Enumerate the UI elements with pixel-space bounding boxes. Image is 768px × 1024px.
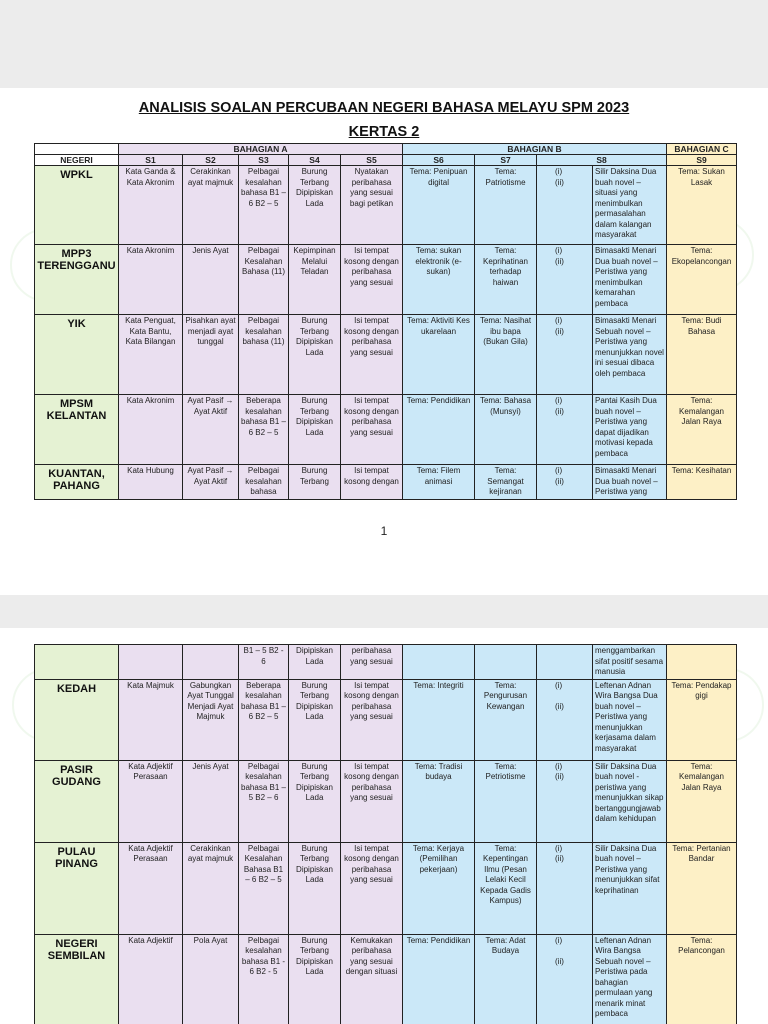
s6-cell: Tema: Filem animasi — [403, 465, 475, 500]
header-col-s6: S6 — [403, 155, 475, 166]
s5-cell: Isi tempat kosong dengan peribahasa yang sesuai — [341, 315, 403, 395]
s9-cell: Tema: Kesihatan — [667, 465, 737, 500]
s5-cell: Kemukakan peribahasa yang sesuai dengan situasi — [341, 934, 403, 1024]
s1-cell: Kata Adjektif — [119, 934, 183, 1024]
s3-cell: B1 – 5 B2 - 6 — [239, 645, 289, 680]
s1-cell: Kata Akronim — [119, 395, 183, 465]
s2-cell: Jenis Ayat — [183, 760, 239, 842]
s1-cell: Kata Akronim — [119, 245, 183, 315]
header-col-s9: S9 — [667, 155, 737, 166]
table-row — [35, 934, 737, 1024]
s7-cell: Tema: Kepentingan Ilmu (Pesan Lelaki Kecil Kepada Gadis Kampus) — [475, 842, 537, 934]
s9-cell: Tema: Pertanian Bandar — [667, 842, 737, 934]
s5-cell: Isi tempat kosong dengan peribahasa yang sesuai — [341, 245, 403, 315]
s8-roman-cell: (i) (ii) — [537, 315, 593, 395]
s2-cell: Gabungkan Ayat Tunggal Menjadi Ayat Majmuk — [183, 679, 239, 760]
header-spacer — [35, 144, 119, 155]
s1-cell: Kata Penguat, Kata Bantu, Kata Bilangan — [119, 315, 183, 395]
header-bahagian-c: BAHAGIAN C — [667, 144, 737, 155]
s6-cell: Tema: Aktiviti Kes ukarelaan — [403, 315, 475, 395]
table-row — [35, 315, 737, 395]
s6-cell: Tema: Integriti — [403, 679, 475, 760]
s8-cell: Silir Daksina Dua buah novel - peristiwa yang menunjukkan sikap bertanggungjawab dalam kehidupan — [593, 760, 667, 842]
s5-cell: Nyatakan peribahasa yang sesuai bagi petikan — [341, 166, 403, 245]
s3-cell: Pelbagai kesalahan bahasa B1 – 6 B2 – 5 — [239, 166, 289, 245]
table-row — [35, 842, 737, 934]
s3-cell: Beberapa kesalahan bahasa B1 – 6 B2 – 5 — [239, 679, 289, 760]
s9-cell — [667, 645, 737, 680]
s8-cell: Leftenan Adnan Wira Bangsa Dua buah novel – Peristiwa yang menunjukkan kerjasama dalam masyarakat — [593, 679, 667, 760]
table-row — [35, 395, 737, 465]
negeri-cell: PASIR GUDANG — [35, 760, 119, 842]
s5-cell: Isi tempat kosong dengan peribahasa yang sesuai — [341, 395, 403, 465]
document-page-2 — [0, 628, 768, 1024]
s3-cell: Pelbagai kesalahan bahasa B1 - 6 B2 - 5 — [239, 934, 289, 1024]
s4-cell: Burung Terbang Dipipiskan Lada — [289, 315, 341, 395]
table-row — [35, 465, 737, 500]
header-col-negeri: NEGERI — [35, 155, 119, 166]
s4-cell: Burung Terbang Dipipiskan Lada — [289, 934, 341, 1024]
s8-cell: Silir Daksina Dua buah novel – Peristiwa yang menunjukkan sifat keprihatinan — [593, 842, 667, 934]
s3-cell: Pelbagai kesalahan bahasa — [239, 465, 289, 500]
negeri-cell: MPP3 TERENGGANU — [35, 245, 119, 315]
s2-cell: Pola Ayat — [183, 934, 239, 1024]
s9-cell: Tema: Pendakap gigi — [667, 679, 737, 760]
page-number: 1 — [380, 524, 388, 538]
document-page-1 — [0, 88, 768, 595]
s3-cell: Pelbagai Kesalahan Bahasa (11) — [239, 245, 289, 315]
s8-roman-cell: (i) (ii) — [537, 934, 593, 1024]
table-row — [35, 245, 737, 315]
s5-cell: Isi tempat kosong dengan peribahasa yang sesuai — [341, 842, 403, 934]
s9-cell: Tema: Budi Bahasa — [667, 315, 737, 395]
s7-cell: Tema: Adat Budaya — [475, 934, 537, 1024]
document-subtitle: KERTAS 2 — [348, 124, 420, 140]
s7-cell: Tema: Nasihat ibu bapa (Bukan Gila) — [475, 315, 537, 395]
header-col-s4: S4 — [289, 155, 341, 166]
negeri-cell: NEGERI SEMBILAN — [35, 934, 119, 1024]
s4-cell: Burung Terbang — [289, 465, 341, 500]
s7-cell: Tema: Pengurusan Kewangan — [475, 679, 537, 760]
s9-cell: Tema: Ekopelancongan — [667, 245, 737, 315]
s6-cell: Tema: Pendidikan — [403, 934, 475, 1024]
s3-cell: Pelbagai kesalahan bahasa (11) — [239, 315, 289, 395]
s8-cell: Bimasakti Menari Dua buah novel – Peristiwa yang menimbulkan kemarahan pembaca — [593, 245, 667, 315]
s9-cell: Tema: Kemalangan Jalan Raya — [667, 395, 737, 465]
s6-cell: Tema: Tradisi budaya — [403, 760, 475, 842]
header-bahagian-b: BAHAGIAN B — [403, 144, 667, 155]
header-row-sections — [35, 144, 737, 155]
s5-cell: peribahasa yang sesuai — [341, 645, 403, 680]
table-row — [35, 679, 737, 760]
header-col-s8: S8 — [537, 155, 667, 166]
s3-cell: Beberapa kesalahan bahasa B1 – 6 B2 – 5 — [239, 395, 289, 465]
s4-cell: Burung Terbang Dipipiskan Lada — [289, 395, 341, 465]
s5-cell: Isi tempat kosong dengan — [341, 465, 403, 500]
negeri-cell: YIK — [35, 315, 119, 395]
s6-cell: Tema: sukan elektronik (e-sukan) — [403, 245, 475, 315]
s1-cell — [119, 645, 183, 680]
s2-cell: Ayat Pasif → Ayat Aktif — [183, 465, 239, 500]
s2-cell: Jenis Ayat — [183, 245, 239, 315]
negeri-cell: WPKL — [35, 166, 119, 245]
s7-cell: Tema: Petriotisme — [475, 760, 537, 842]
s8-cell: Pantai Kasih Dua buah novel – Peristiwa yang dapat dijadikan motivasi kepada pembaca — [593, 395, 667, 465]
s8-roman-cell: (i) (ii) — [537, 465, 593, 500]
table-row — [35, 645, 737, 680]
s1-cell: Kata Hubung — [119, 465, 183, 500]
s8-cell: Leftenan Adnan Wira Bangsa Sebuah novel – Peristiwa pada bahagian permulaan yang menarik minat pembaca — [593, 934, 667, 1024]
analysis-table-2 — [34, 644, 737, 1024]
s6-cell: Tema: Kerjaya (Pemilihan pekerjaan) — [403, 842, 475, 934]
header-bahagian-a: BAHAGIAN A — [119, 144, 403, 155]
header-col-s5: S5 — [341, 155, 403, 166]
s7-cell: Tema: Bahasa (Munsyi) — [475, 395, 537, 465]
s8-roman-cell — [537, 645, 593, 680]
s6-cell: Tema: Pendidikan — [403, 395, 475, 465]
s8-roman-cell: (i) (ii) — [537, 166, 593, 245]
s8-roman-cell: (i) (ii) — [537, 842, 593, 934]
s5-cell: Isi tempat kosong dengan peribahasa yang sesuai — [341, 679, 403, 760]
s8-cell: menggambarkan sifat positif sesama manusia — [593, 645, 667, 680]
s1-cell: Kata Adjektif Perasaan — [119, 760, 183, 842]
s9-cell: Tema: Pelancongan — [667, 934, 737, 1024]
header-col-s7: S7 — [475, 155, 537, 166]
s4-cell: Burung Terbang Dipipiskan Lada — [289, 166, 341, 245]
s6-cell: Tema: Penipuan digital — [403, 166, 475, 245]
s4-cell: Kepimpinan Melalui Teladan — [289, 245, 341, 315]
header-col-s1: S1 — [119, 155, 183, 166]
s8-roman-cell: (i) (ii) — [537, 760, 593, 842]
s7-cell — [475, 645, 537, 680]
s4-cell: Burung Terbang Dipipiskan Lada — [289, 679, 341, 760]
negeri-cell — [35, 645, 119, 680]
s2-cell — [183, 645, 239, 680]
negeri-cell: KEDAH — [35, 679, 119, 760]
s2-cell: Cerakinkan ayat majmuk — [183, 842, 239, 934]
s9-cell: Tema: Sukan Lasak — [667, 166, 737, 245]
s1-cell: Kata Adjektif Perasaan — [119, 842, 183, 934]
s8-cell: Bimasakti Menari Dua buah novel – Peristiwa yang — [593, 465, 667, 500]
table-row — [35, 166, 737, 245]
header-col-s3: S3 — [239, 155, 289, 166]
s2-cell: Ayat Pasif → Ayat Aktif — [183, 395, 239, 465]
analysis-table-1 — [34, 143, 737, 500]
s4-cell: Burung Terbang Dipipiskan Lada — [289, 760, 341, 842]
s4-cell: Burung Terbang Dipipiskan Lada — [289, 842, 341, 934]
s5-cell: Isi tempat kosong dengan peribahasa yang sesuai — [341, 760, 403, 842]
table-row — [35, 760, 737, 842]
s2-cell: Pisahkan ayat menjadi ayat tunggal — [183, 315, 239, 395]
document-title: ANALISIS SOALAN PERCUBAAN NEGERI BAHASA MELAYU SPM 2023 — [138, 100, 630, 116]
negeri-cell: MPSM KELANTAN — [35, 395, 119, 465]
negeri-cell: KUANTAN, PAHANG — [35, 465, 119, 500]
s3-cell: Pelbagai Kesalahan Bahasa B1 – 6 B2 – 5 — [239, 842, 289, 934]
s2-cell: Cerakinkan ayat majmuk — [183, 166, 239, 245]
s7-cell: Tema: Patriotisme — [475, 166, 537, 245]
s7-cell: Tema: Keprihatinan terhadap haiwan — [475, 245, 537, 315]
s8-cell: Bimasakti Menari Sebuah novel – Peristiwa yang menunjukkan novel ini sesuai dibaca oleh pembaca — [593, 315, 667, 395]
s4-cell: Dipipiskan Lada — [289, 645, 341, 680]
s1-cell: Kata Majmuk — [119, 679, 183, 760]
s8-roman-cell: (i) (ii) — [537, 679, 593, 760]
header-col-s2: S2 — [183, 155, 239, 166]
s8-roman-cell: (i) (ii) — [537, 395, 593, 465]
s8-roman-cell: (i) (ii) — [537, 245, 593, 315]
s8-cell: Silir Daksina Dua buah novel – situasi yang menimbulkan permasalahan dalam kalangan masyarakat — [593, 166, 667, 245]
s6-cell — [403, 645, 475, 680]
negeri-cell: PULAU PINANG — [35, 842, 119, 934]
s9-cell: Tema: Kemalangan Jalan Raya — [667, 760, 737, 842]
s1-cell: Kata Ganda & Kata Akronim — [119, 166, 183, 245]
header-row-columns — [35, 155, 737, 166]
s3-cell: Pelbagai kesalahan bahasa B1 – 5 B2 – 6 — [239, 760, 289, 842]
s7-cell: Tema: Semangat kejiranan — [475, 465, 537, 500]
